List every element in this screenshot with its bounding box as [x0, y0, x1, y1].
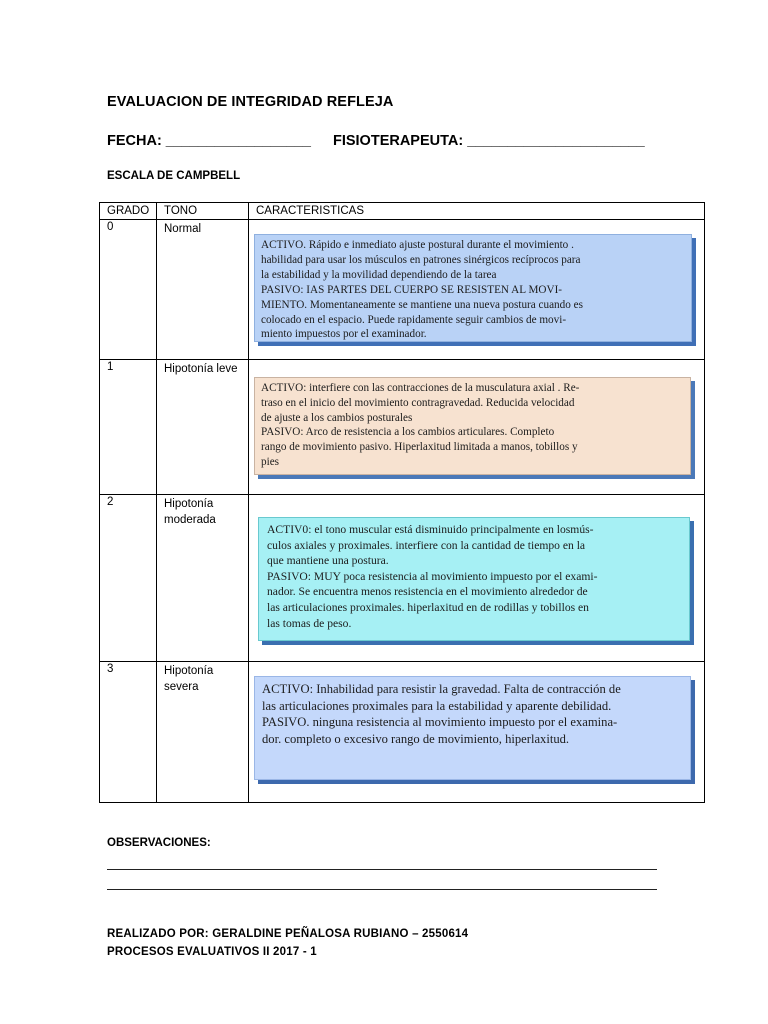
document-title: EVALUACION DE INTEGRIDAD REFLEJA [107, 94, 394, 110]
description-text: ACTIVO: Inhabilidad para resistir la gravedad. Falta de contracción de las articulaciones proximales para la estabilidad y aparente debilidad. PASIVO. ninguna resistencia al movimiento impuesto por el examina- dor. completo o excesivo rango de movimiento, hiperlaxitud. [262, 682, 621, 746]
header-tono: TONO [157, 203, 249, 220]
grade-cell: 0 [100, 220, 157, 360]
fisioterapeuta-field: FISIOTERAPEUTA: ______________________ [332, 133, 645, 149]
table-header-row [100, 203, 705, 220]
header-grado: GRADO [100, 203, 157, 220]
tone-cell: Normal [157, 220, 249, 360]
author-line: REALIZADO POR: GERALDINE PEÑALOSA RUBIANO – 2550614 [107, 928, 469, 940]
description-cell [249, 360, 705, 495]
table-row [100, 662, 705, 803]
grade-cell: 3 [100, 662, 157, 803]
scanned-description-image [254, 234, 692, 342]
tone-cell: Hipotonía severa [157, 662, 249, 803]
fecha-field: FECHA: __________________ [107, 133, 311, 149]
description-cell [249, 220, 705, 360]
scanned-description-image [254, 676, 691, 780]
grade-cell: 1 [100, 360, 157, 495]
tone-cell: Hipotonía moderada [157, 495, 249, 662]
campbell-scale-table [99, 202, 705, 803]
scanned-description-image [258, 517, 690, 641]
observations-label: OBSERVACIONES: [107, 837, 211, 849]
table-row [100, 495, 705, 662]
table-row [100, 220, 705, 360]
description-text: ACTIVO. Rápido e inmediato ajuste postural durante el movimiento . habilidad para usar los músculos en patrones sinérgicos recíprocos para la estabilidad y la movilidad dependiendo de la tarea PASIVO: IAS PARTES DEL CUERPO SE RESISTEN AL MOVI- MIENTO. Momentaneamente se mantiene una nueva postura cuando es colocado en el espacio. Puede rapidamente seguir cambios de movi- miento impuestos por el examinador. [261, 239, 583, 341]
course-line: PROCESOS EVALUATIVOS II 2017 - 1 [107, 946, 317, 958]
tone-cell: Hipotonía leve [157, 360, 249, 495]
date-therapist-line [107, 133, 645, 149]
table-row [100, 360, 705, 495]
description-cell [249, 495, 705, 662]
scale-title: ESCALA DE CAMPBELL [107, 170, 241, 182]
scanned-description-image [254, 377, 691, 475]
grade-cell: 2 [100, 495, 157, 662]
description-text: ACTIV0: el tono muscular está disminuido principalmente en losmús- culos axiales y proximales. interfiere con la cantidad de tiempo en la que mantiene una postura. PASIVO: MUY poca resistencia al movimiento impuesto por el exami- nador. Se encuentra menos resistencia en el movimiento alrededor de las articulaciones proximales. hiperlaxitud en de rodillas y tobillos en las tomas de peso. [267, 523, 598, 630]
description-text: ACTIVO: interfiere con las contracciones de la musculatura axial . Re- traso en el inicio del movimiento contragravedad. Reducida velocidad de ajuste a los cambios posturales PASIVO: Arco de resistencia a los cambios articulares. Completo rango de movimiento pasivo. Hiperlaxitud limitada a manos, tobillos y pies [261, 382, 580, 468]
observations-line-2 [107, 889, 657, 890]
observations-line-1 [107, 869, 657, 870]
description-cell [249, 662, 705, 803]
header-caracteristicas: CARACTERISTICAS [249, 203, 705, 220]
